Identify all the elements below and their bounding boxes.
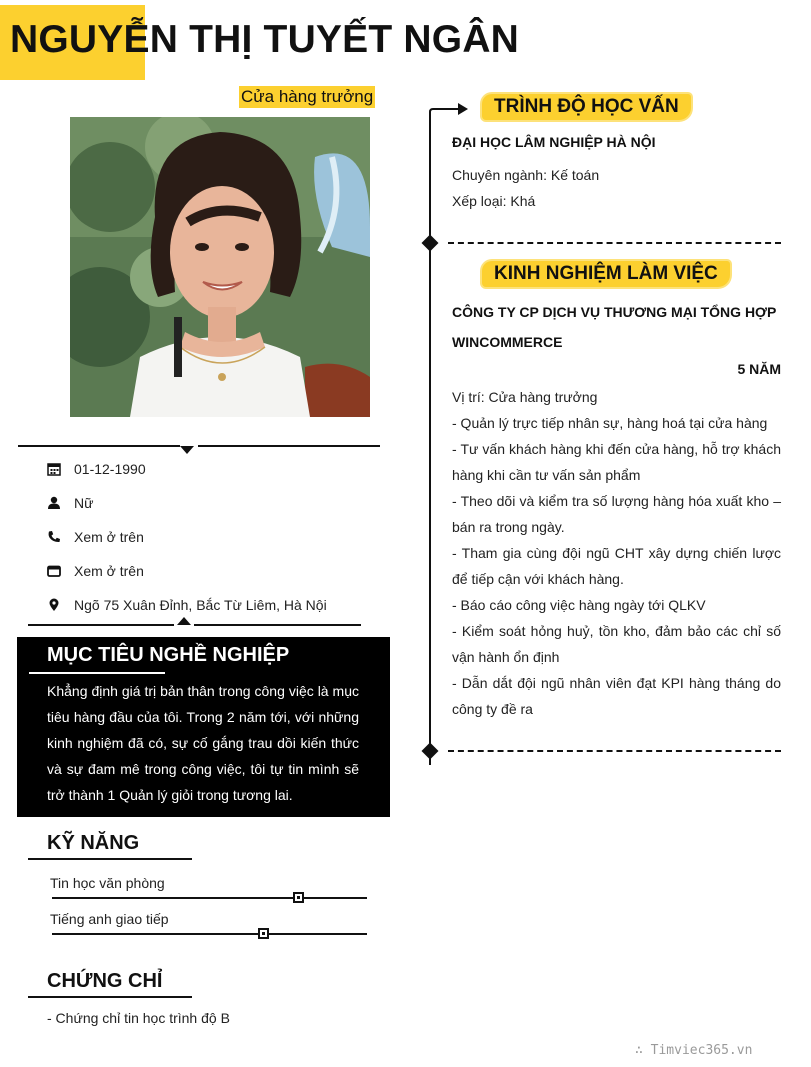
experience-title: KINH NGHIỆM LÀM VIỆC bbox=[482, 261, 730, 287]
calendar-icon bbox=[46, 461, 62, 477]
info-gender bbox=[46, 492, 93, 514]
timeline-arrow bbox=[429, 102, 467, 122]
map-pin-icon bbox=[46, 597, 62, 613]
duty-item: - Báo cáo công việc hàng ngày tới QLKV bbox=[452, 597, 706, 613]
birthday-value: 01-12-1990 bbox=[74, 461, 146, 477]
section-separator bbox=[448, 242, 781, 244]
address-value: Ngõ 75 Xuân Đỉnh, Bắc Từ Liêm, Hà Nội bbox=[74, 597, 327, 613]
timeline-node bbox=[422, 743, 439, 760]
candidate-name: NGUYỄN THỊ TUYẾT NGÂN bbox=[10, 18, 520, 61]
skill-label: Tin học văn phòng bbox=[50, 875, 165, 891]
divider-line bbox=[18, 445, 180, 447]
timeline-node bbox=[422, 235, 439, 252]
divider-line bbox=[194, 624, 361, 626]
watermark: ∴ Timviec365.vn bbox=[635, 1043, 753, 1058]
duty-item: - Quản lý trực tiếp nhân sự, hàng hoá tại cửa hàng bbox=[452, 415, 768, 431]
duty-item: - Tham gia cùng đội ngũ CHT xây dựng chiến lược để tiếp cận với khách hàng. bbox=[452, 545, 781, 587]
experience-duration: 5 NĂM bbox=[737, 361, 781, 377]
experience-role: Vị trí: Cửa hàng trưởng bbox=[452, 389, 598, 405]
certificates-title-underline bbox=[28, 996, 192, 998]
divider-line bbox=[198, 445, 380, 447]
email-value: Xem ở trên bbox=[74, 563, 144, 579]
duty-item: - Theo dõi và kiểm tra số lượng hàng hóa xuất kho – bán ra trong ngày. bbox=[452, 493, 781, 535]
skill-label: Tiếng anh giao tiếp bbox=[50, 911, 169, 927]
company-name: CÔNG TY CP DỊCH VỤ THƯƠNG MẠI TỔNG HỢP WINCOMMERCE bbox=[452, 304, 777, 350]
profile-photo bbox=[70, 117, 370, 417]
divider-arrow-up bbox=[177, 617, 191, 625]
certificates-title: CHỨNG CHỈ bbox=[47, 970, 163, 992]
phone-icon bbox=[46, 529, 62, 545]
info-birthday bbox=[46, 458, 146, 480]
education-grade: Xếp loại: Khá bbox=[452, 193, 536, 209]
skills-title: KỸ NĂNG bbox=[47, 832, 140, 854]
skill-track bbox=[52, 897, 367, 899]
experience-details bbox=[452, 384, 781, 722]
timeline-line bbox=[429, 120, 431, 765]
objective-title: MỤC TIÊU NGHỀ NGHIỆP bbox=[47, 644, 290, 666]
divider-line bbox=[28, 624, 174, 626]
portrait-illustration bbox=[70, 117, 370, 417]
education-major: Chuyên ngành: Kế toán bbox=[452, 167, 600, 183]
certificate-item: - Chứng chỉ tin học trình độ B bbox=[47, 1010, 230, 1026]
duty-item: - Tư vấn khách hàng khi đến cửa hàng, hỗ trợ khách hàng khi cần tư vấn sản phẩm bbox=[452, 441, 781, 483]
envelope-icon bbox=[46, 563, 62, 579]
education-title: TRÌNH ĐỘ HỌC VẤN bbox=[482, 94, 691, 120]
skills-title-underline bbox=[28, 858, 192, 860]
school-name: ĐẠI HỌC LÂM NGHIỆP HÀ NỘI bbox=[452, 134, 656, 150]
skill-level-knob bbox=[293, 892, 304, 903]
phone-value: Xem ở trên bbox=[74, 529, 144, 545]
info-phone bbox=[46, 526, 144, 548]
duty-item: - Kiểm soát hỏng huỷ, tồn kho, đảm bảo các chỉ số vận hành ổn định bbox=[452, 623, 781, 665]
gender-value: Nữ bbox=[74, 495, 94, 511]
objective-title-underline bbox=[29, 672, 165, 674]
duty-item: - Dẫn dắt đội ngũ nhân viên đạt KPI hàng tháng do công ty đề ra bbox=[452, 675, 781, 717]
objective-text: Khẳng định giá trị bản thân trong công việc là mục tiêu hàng đầu của tôi. Trong 2 năm tới, với những kinh nghiệm đã có, sự cố gắng trau dồi kiến thức và sự đam mê trong công việc, tôi tự tin mình sẽ trở thành 1 Quản lý giỏi trong tương lai. bbox=[47, 683, 359, 803]
section-separator bbox=[448, 750, 781, 752]
skill-track bbox=[52, 933, 367, 935]
info-address bbox=[46, 594, 327, 616]
career-objective-section bbox=[17, 637, 390, 817]
divider-arrow-down bbox=[180, 446, 194, 454]
user-icon bbox=[46, 495, 62, 511]
skill-level-knob bbox=[258, 928, 269, 939]
position-title: Cửa hàng trưởng bbox=[241, 87, 374, 106]
info-email bbox=[46, 560, 144, 582]
